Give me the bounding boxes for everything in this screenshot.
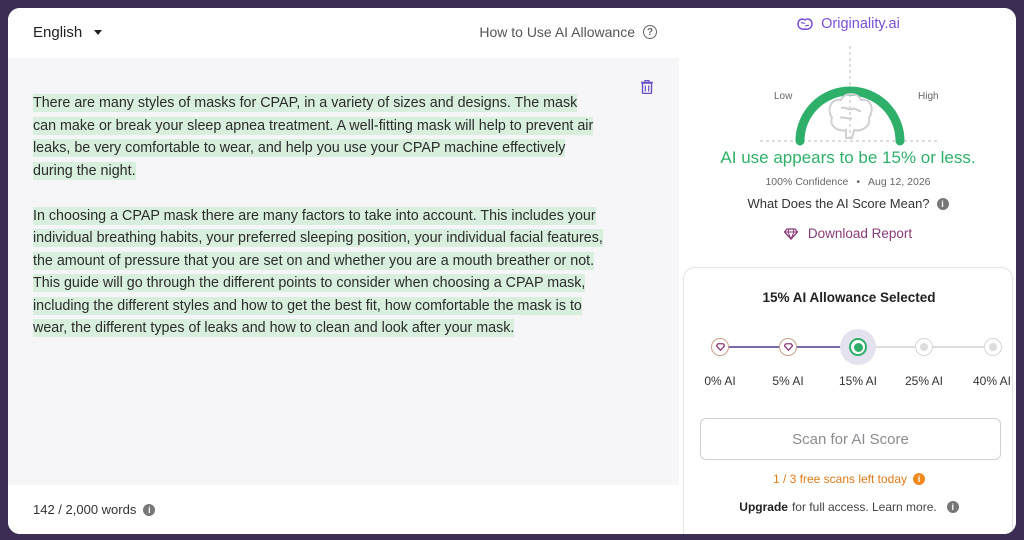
scan-button[interactable]: Scan for AI Score	[700, 418, 1001, 460]
stop-label-1[interactable]: 5% AI	[772, 374, 804, 388]
score-meaning-link[interactable]	[680, 196, 1016, 211]
stop-dot	[920, 343, 928, 351]
separator-dot: •	[856, 176, 861, 188]
allowance-slider[interactable]	[684, 326, 1014, 386]
app-card	[8, 8, 1016, 534]
scan-date: Aug 12, 2026	[868, 176, 931, 188]
download-report-label: Download Report	[807, 226, 913, 241]
diamond-icon	[784, 343, 793, 351]
upgrade-link[interactable]: Upgrade	[739, 500, 788, 514]
brand-name: Originality.ai	[821, 16, 900, 32]
help-icon: ?	[643, 25, 657, 39]
stop-dot	[989, 343, 997, 351]
info-icon[interactable]: i	[143, 504, 155, 516]
gauge-low-label: Low	[774, 91, 793, 102]
upgrade-text[interactable]: for full access. Learn more.	[791, 500, 937, 514]
info-icon[interactable]: i	[913, 473, 925, 485]
brain-icon	[830, 94, 872, 138]
selected-dot	[854, 343, 863, 352]
brain-logo-icon	[796, 17, 814, 31]
slider-stop-1[interactable]	[779, 338, 797, 356]
editor-text[interactable]	[33, 92, 603, 362]
upgrade-line	[684, 500, 1014, 514]
download-report-button[interactable]	[680, 226, 1016, 241]
diamond-icon	[716, 343, 725, 351]
free-scans-label: 1 / 3 free scans left today	[772, 472, 908, 486]
editor-toolbar	[8, 8, 679, 58]
language-select[interactable]	[33, 24, 102, 41]
chevron-down-icon	[94, 30, 102, 35]
slider-stop-4[interactable]	[984, 338, 1002, 356]
text-editor[interactable]	[8, 58, 679, 485]
stop-label-3[interactable]: 25% AI	[904, 374, 944, 388]
free-scans-notice	[684, 472, 1014, 486]
how-to-use-label: How to Use AI Allowance	[479, 24, 635, 40]
editor-pane	[8, 8, 679, 534]
slider-stop-3[interactable]	[915, 338, 933, 356]
slider-stop-2[interactable]	[849, 338, 867, 356]
allowance-title: 15% AI Allowance Selected	[762, 290, 936, 305]
brand-logo	[680, 16, 1016, 32]
highlighted-text: There are many styles of masks for CPAP, in a variety of sizes and designs. The mask can make or break your sleep apnea treatment. A well-fitting mask will help to prevent air leaks, be very comfortable to wear, and help you use your CPAP machine effectively during the night.	[33, 95, 594, 179]
editor-footer	[8, 485, 679, 534]
stop-label-0[interactable]: 0% AI	[704, 374, 736, 388]
word-count	[33, 502, 155, 517]
stop-label-4[interactable]: 40% AI	[972, 374, 1012, 388]
highlighted-text: In choosing a CPAP mask there are many factors to take into account. This includes your individual breathing habits, your preferred sleeping position, your individual facial features, the amount of pressure that you are set on and whether you are a mouth breather or not. This guide will go through the different points to consider when choosing a CPAP mask, including the different styles and how to get the best fit, how comfortable the mask is to wear, the different types of leaks and how to clean and look after your mask.	[33, 207, 603, 336]
confidence-line	[680, 176, 1016, 188]
confidence-label: 100% Confidence	[765, 176, 849, 188]
diamond-icon	[784, 228, 798, 240]
info-icon: i	[937, 198, 949, 210]
allowance-panel	[683, 267, 1013, 534]
stop-label-2[interactable]: 15% AI	[838, 374, 878, 388]
paragraph	[33, 92, 603, 182]
slider-stop-0[interactable]	[711, 338, 729, 356]
info-icon[interactable]: i	[947, 501, 959, 513]
paragraph	[33, 205, 603, 340]
results-pane	[680, 8, 1016, 534]
language-label: English	[33, 24, 83, 41]
how-to-use-link[interactable]	[479, 24, 657, 40]
score-meaning-label: What Does the AI Score Mean?	[747, 196, 930, 211]
word-count-label: 142 / 2,000 words	[33, 502, 137, 517]
trash-icon[interactable]	[641, 80, 653, 99]
gauge-high-label: High	[918, 91, 939, 102]
result-text: AI use appears to be 15% or less.	[720, 148, 976, 167]
